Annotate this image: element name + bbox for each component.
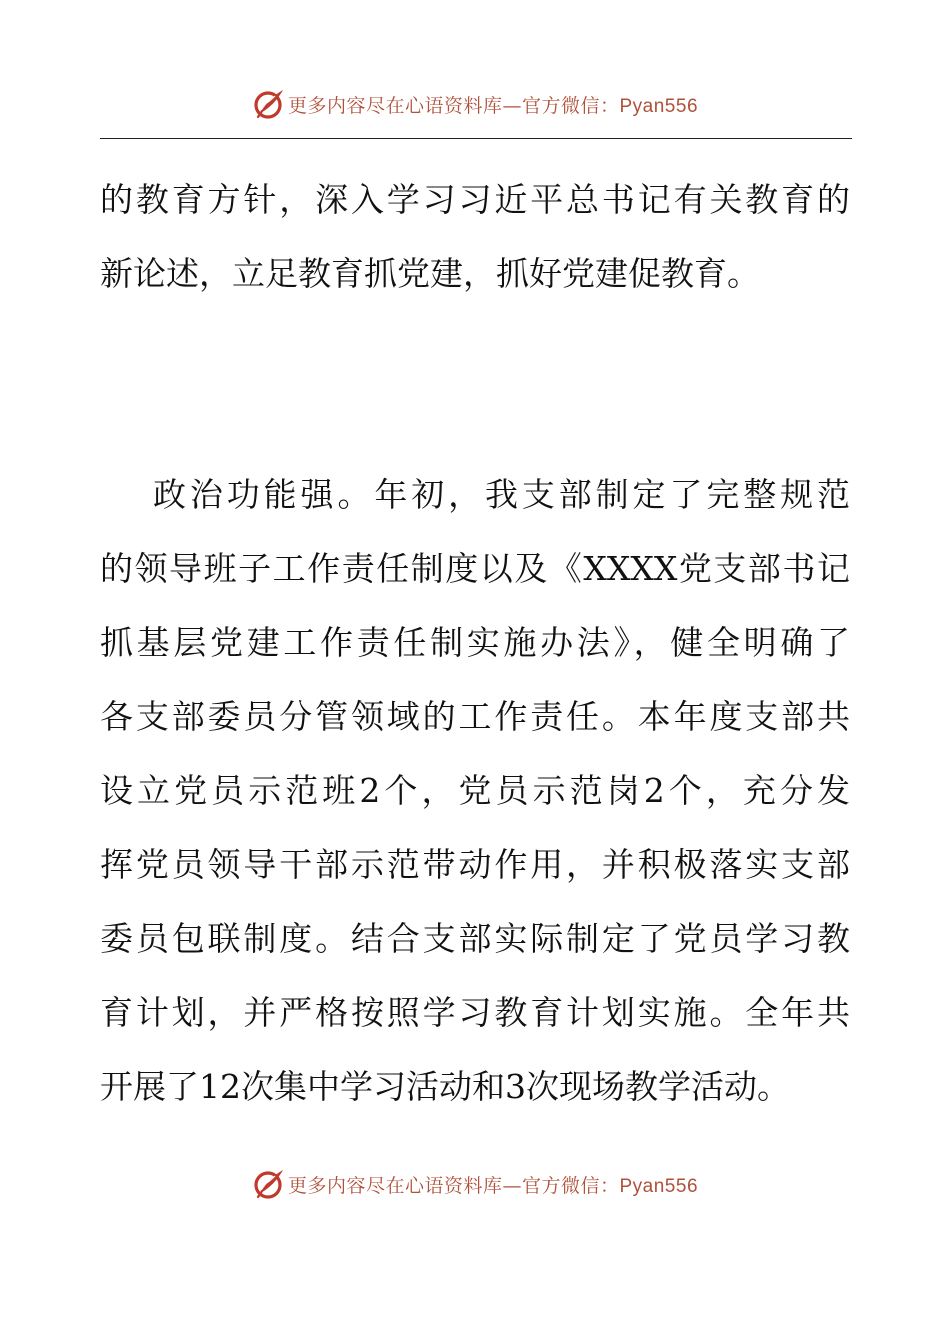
banner-text: 更多内容尽在心语资料库—官方微信：Pyan556 bbox=[287, 94, 699, 117]
text-line: 的教育方针，深入学习习近平总书记有关教育的 bbox=[100, 180, 850, 219]
text-line: 政治功能强。年初，我支部制定了完整规范 bbox=[153, 475, 850, 514]
text-line: 委员包联制度。结合支部实际制定了党员学习教 bbox=[100, 919, 850, 958]
text-line: 抓基层党建工作责任制实施办法》，健全明确了 bbox=[100, 623, 850, 662]
paragraph-political-function bbox=[100, 458, 850, 1124]
quill-pen-logo-icon bbox=[252, 87, 286, 121]
text-line: 的领导班子工作责任制度以及《XXXX党支部书记 bbox=[100, 549, 850, 588]
paragraph-continuation bbox=[100, 163, 850, 311]
header-banner bbox=[0, 84, 950, 124]
footer-banner bbox=[0, 1164, 950, 1204]
text-line: 育计划，并严格按照学习教育计划实施。全年共 bbox=[100, 993, 850, 1032]
text-line: 挥党员领导干部示范带动作用，并积极落实支部 bbox=[100, 845, 850, 884]
text-line: 开展了12次集中学习活动和3次现场教学活动。 bbox=[100, 1067, 790, 1106]
text-line: 各支部委员分管领域的工作责任。本年度支部共 bbox=[100, 697, 850, 736]
text-line: 新论述，立足教育抓党建，抓好党建促教育。 bbox=[100, 254, 760, 293]
quill-pen-logo-icon bbox=[252, 1167, 286, 1201]
header-rule bbox=[100, 138, 852, 139]
banner-text: 更多内容尽在心语资料库—官方微信：Pyan556 bbox=[287, 1174, 699, 1197]
text-line: 设立党员示范班2个，党员示范岗2个，充分发 bbox=[100, 771, 850, 810]
